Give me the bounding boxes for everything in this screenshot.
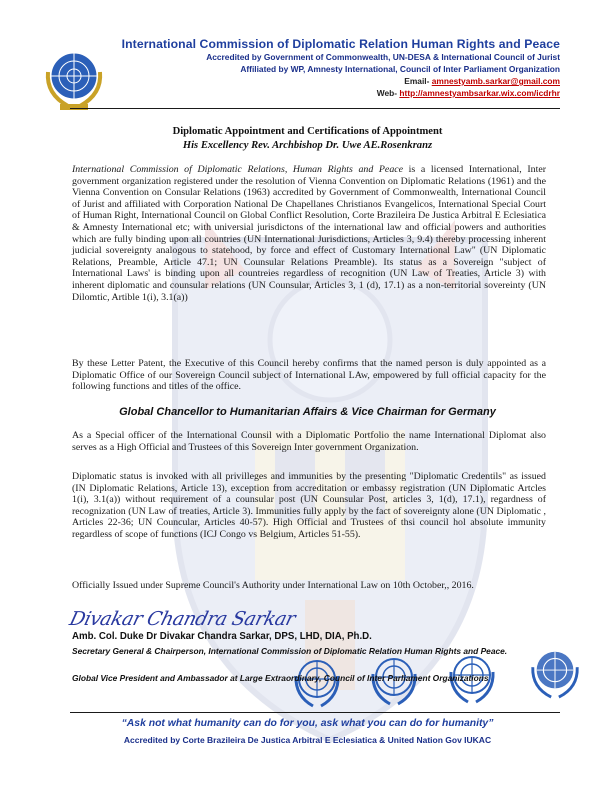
organization-name-lead: International Commission of Diplomatic Relations, Human Rights and Peace [72,164,404,175]
email-line [90,75,560,87]
footer-accreditation: Accredited by Corte Brazileira De Justica Arbitral E Eclesiatica & United Nation Gov IUKAC [123,735,492,745]
diplomatic-status-paragraph: Diplomatic status is invoked with all privilleges and immunities by the presenting "Diplomatic Credentils" as issued (IN Diplomatic Relations, Article 13), exception from accreditation or embassy registration (UN Diplomatic Artcles 1(i), 3.1(a)) without requirement of a counsular post (UN Counsular Post, articles 3, 1(d), 17.1), regardness of recognization (UN Law of treaties, Article 3). Immunities fully apply by the fact of sovereignty alone (UN Diplomatic , Articles 22-36; UN Councular, Articles 40-57). High Official and Trustees of thsi council hol absolute immunity regardless of scope of functions (ICJ Congo vs Belgium, Articles 51-55). [72,471,546,540]
special-officer-paragraph: As a Special officer of the International Counsil with a Diplomatic Portfolio the name International Diplomat also serves as a High Official and Trustees of this Sovereign Inter government Organization. [72,430,546,453]
document-heading: Diplomatic Appointment and Certifications of Appointment [172,126,443,137]
signatory-title-secondary: Global Vice President and Ambassador at Large Extraordinary, Council of Inter Parliament Organizations [72,673,489,683]
organization-paragraph-body: is a licensed International, Inter government organization registered under the resolution of Vienna Convention on Diplomatic Relations (1961) and the Vienna Convention on Consular Relations (1963) accredited by Government of Commonwealth, International Council of Jurist and affiliated with Corporation National De Chapellanes Christianos Evangelicos, International Special Court of Human Right, International Council on Global Conflict Resolution, Corte Brazileira De Justica Arbitral E Eclesiatica & Amnesty International etc; with universial jurisdictons of the international law and official powers and authorities which are fully binding upon all countries (UN International Jurisdictions, Articles 3, 9.4) thereby processing inherent judicial sovereignty analogous to statehood, by force and effect of Customary International Law" (UN Diplomatic Relations, Preamble, Article 47.1; UN Counsular Relations Preamble). Its status as a Sovereign "subject of International Laws' is binding upon all countreies regardless of recognition (UN Law of Treaties, Article 3) with inherent diplomatic and counsular relations (UN Counsular, Articles 3, 1 (d), 17.1) as a non-territorial sovereinty (UN Dilomtic, Artible 1(i), 3.1(a)) [72,164,547,303]
website-link[interactable]: http://amnestyambsarkar.wix.com/icdrhr [399,88,560,98]
footer-motto: “Ask not what humanity can do for you, ask what you can do for humanity” [121,718,494,729]
handwritten-signature: Divakar Chandra Sarkar [67,608,298,630]
affiliation-line: Affiliated by WP, Amnesty International, Council of Inter Parliament Organization [240,64,560,74]
web-label: Web- [376,88,398,98]
letter-patent-paragraph: By these Letter Patent, the Executive of this Council hereby confirms that the named person is duly appointed as a Diplomatic Office of our Sovereign Council subject of International LAw, empowered by full official capacity for the following functions and titles of the office. [72,358,546,393]
email-link[interactable]: amnestyamb.sarkar@gmail.com [431,76,560,86]
footer-divider [70,712,560,713]
organization-title: International Commission of Diplomatic Relation Human Rights and Peace [121,37,560,51]
header-divider [70,108,560,109]
email-label: Email- [404,76,430,86]
website-line [90,87,560,99]
issuance-paragraph: Officially Issued under Supreme Council's Authority under International Law on 10th October,, 2016. [72,580,474,591]
accreditation-line: Accredited by Government of Commonwealth, UN-DESA & International Council of Jurist [206,52,560,62]
appointee-name: His Excellency Rev. Archbishop Dr. Uwe AE.Rosenkranz [182,140,433,151]
role-title: Global Chancellor to Humanitarian Affairs & Vice Chairman for Germany [119,406,496,418]
signatory-name: Amb. Col. Duke Dr Divakar Chandra Sarkar, DPS, LHD, DIA, Ph.D. [72,631,372,642]
signatory-title-primary: Secretary General & Chairperson, International Commission of Diplomatic Relation Human Rights and Peace. [72,646,508,656]
organization-paragraph [72,164,546,303]
letterhead [90,37,560,99]
